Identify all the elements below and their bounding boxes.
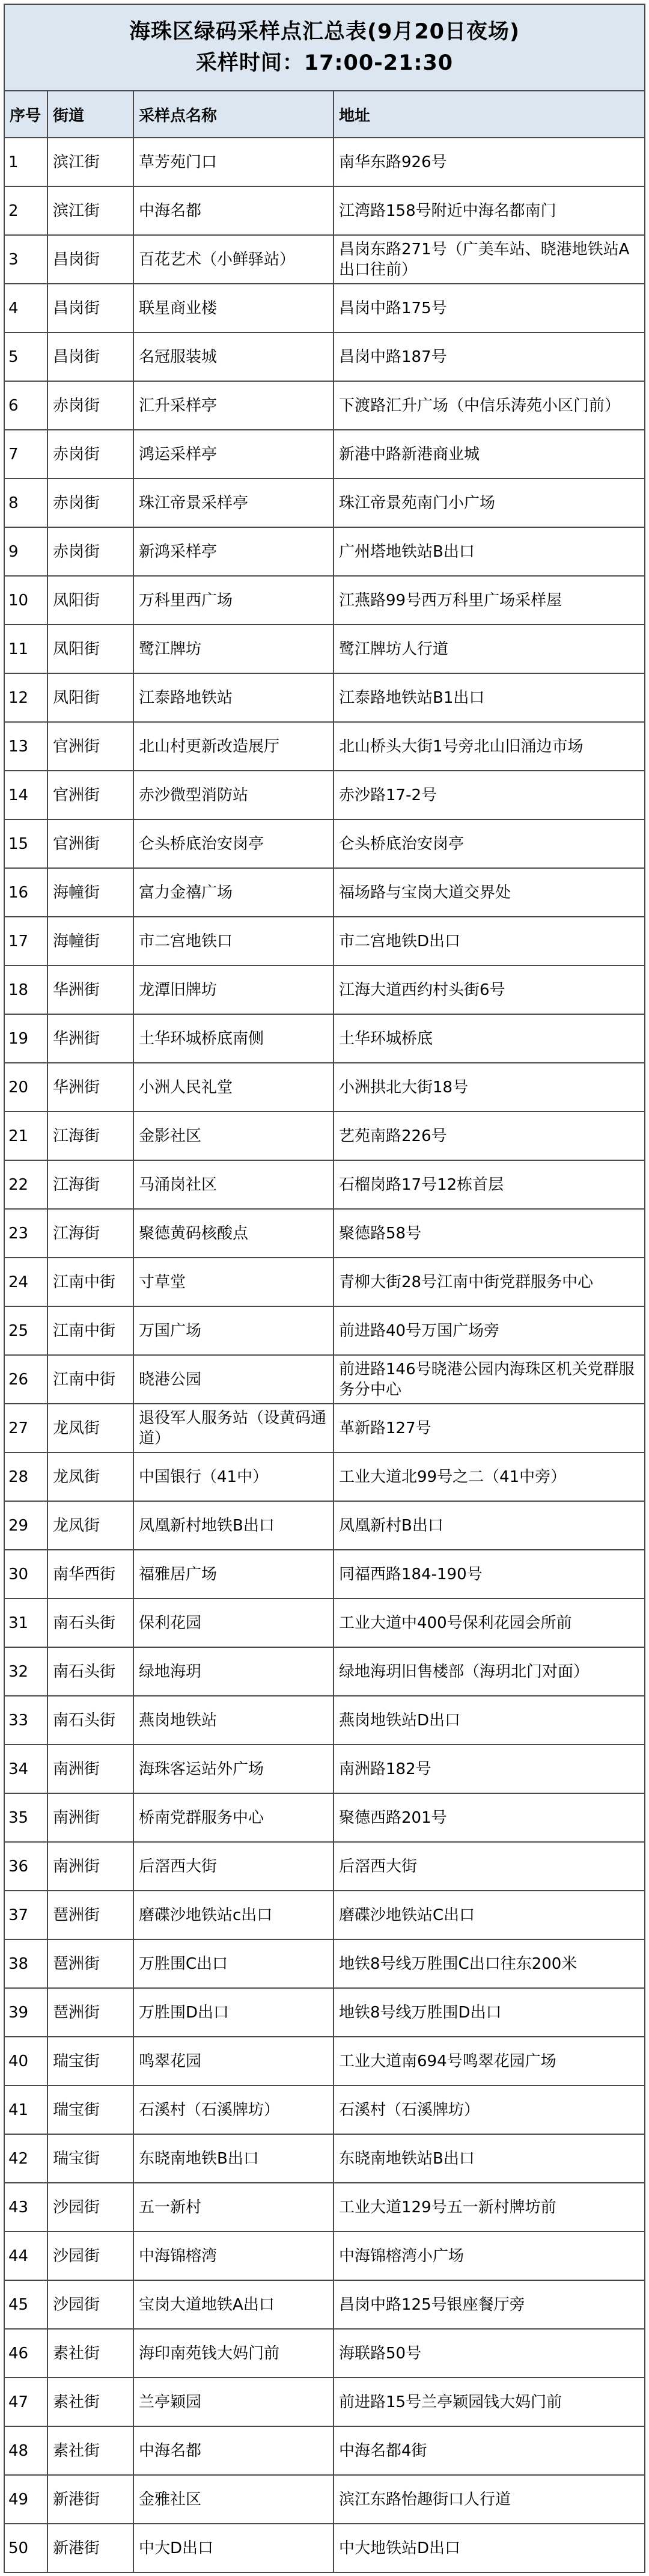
site-name-cell: 草芳苑门口 [133,138,334,186]
street-cell: 素社街 [47,2378,133,2426]
street-cell: 南洲街 [47,1793,133,1842]
site-name-cell: 海珠客运站外广场 [133,1745,334,1793]
table-row [5,1014,644,1063]
table-row [5,1112,644,1160]
address-cell: 后滘西大街 [334,1842,644,1891]
site-name-cell: 中海名都 [133,2426,334,2475]
table-row [5,1452,644,1501]
address-cell: 东晓南地铁站B出口 [334,2134,644,2183]
row-number: 32 [5,1647,47,1696]
site-name-cell: 金影社区 [133,1112,334,1160]
address-cell: 绿地海玥旧售楼部（海玥北门对面） [334,1647,644,1696]
site-name-cell: 中国银行（41中） [133,1452,334,1501]
street-cell: 海幢街 [47,868,133,917]
address-cell: 聚德路58号 [334,1209,644,1258]
row-number: 48 [5,2426,47,2475]
row-number: 11 [5,625,47,673]
street-cell: 江南中街 [47,1355,133,1404]
table-row [5,2134,644,2183]
street-cell: 江海街 [47,1160,133,1209]
site-name-cell: 万科里西广场 [133,576,334,625]
site-name-cell: 小洲人民礼堂 [133,1063,334,1112]
row-number: 49 [5,2475,47,2524]
street-cell: 新港街 [47,2475,133,2524]
site-name-cell: 五一新村 [133,2183,334,2232]
sheet-title: 海珠区绿码采样点汇总表(9月20日夜场) [129,20,520,44]
table-row [5,1258,644,1306]
row-number: 46 [5,2329,47,2378]
row-number: 47 [5,2378,47,2426]
table-row [5,1355,644,1404]
table-row [5,2085,644,2134]
street-cell: 南石头街 [47,1647,133,1696]
table-row [5,1745,644,1793]
site-name-cell: 聚德黄码核酸点 [133,1209,334,1258]
summary-sheet [4,4,645,2573]
row-number: 41 [5,2085,47,2134]
address-cell: 工业大道中400号保利花园会所前 [334,1599,644,1647]
site-name-cell: 中大D出口 [133,2524,334,2572]
row-number: 24 [5,1258,47,1306]
street-cell: 江南中街 [47,1258,133,1306]
street-cell: 江南中街 [47,1306,133,1355]
table-row [5,673,644,722]
address-cell: 北山桥头大街1号旁北山旧涌边市场 [334,722,644,771]
table-row [5,2378,644,2426]
table-row [5,1599,644,1647]
table-row [5,1988,644,2037]
address-cell: 凤凰新村B出口 [334,1501,644,1550]
street-cell: 南洲街 [47,1842,133,1891]
row-number: 19 [5,1014,47,1063]
address-cell: 工业大道129号五一新村牌坊前 [334,2183,644,2232]
row-number: 1 [5,138,47,186]
street-cell: 滨江街 [47,186,133,235]
address-cell: 赤沙路17-2号 [334,771,644,819]
address-cell: 昌岗中路125号银座餐厅旁 [334,2280,644,2329]
address-cell: 燕岗地铁站D出口 [334,1696,644,1745]
row-number: 3 [5,235,47,284]
table-row [5,430,644,479]
site-name-cell: 宝岗大道地铁A出口 [133,2280,334,2329]
row-number: 37 [5,1891,47,1939]
table-row [5,1550,644,1599]
table-row [5,819,644,868]
row-number: 2 [5,186,47,235]
table-row [5,1063,644,1112]
site-name-cell: 万胜围D出口 [133,1988,334,2037]
table-body [5,138,644,2572]
street-cell: 龙凤街 [47,1404,133,1452]
site-name-cell: 海印南苑钱大妈门前 [133,2329,334,2378]
address-cell: 土华环城桥底 [334,1014,644,1063]
table-row [5,722,644,771]
row-number: 23 [5,1209,47,1258]
address-cell: 南华东路926号 [334,138,644,186]
address-cell: 江海大道西约村头街6号 [334,965,644,1014]
row-number: 28 [5,1452,47,1501]
row-number: 21 [5,1112,47,1160]
table-row [5,576,644,625]
header-no: 序号 [5,91,47,138]
address-cell: 前进路146号晓港公园内海珠区机关党群服务分中心 [334,1355,644,1404]
address-cell: 新港中路新港商业城 [334,430,644,479]
address-cell: 江湾路158号附近中海名都南门 [334,186,644,235]
site-name-cell: 磨碟沙地铁站c出口 [133,1891,334,1939]
row-number: 35 [5,1793,47,1842]
address-cell: 下渡路汇升广场（中信乐涛苑小区门前） [334,381,644,430]
address-cell: 昌岗中路175号 [334,284,644,332]
header-row [5,91,644,138]
address-cell: 中大地铁站D出口 [334,2524,644,2572]
site-name-cell: 万国广场 [133,1306,334,1355]
row-number: 13 [5,722,47,771]
row-number: 5 [5,332,47,381]
table-row [5,2475,644,2524]
row-number: 7 [5,430,47,479]
address-cell: 仑头桥底治安岗亭 [334,819,644,868]
site-name-cell: 燕岗地铁站 [133,1696,334,1745]
address-cell: 鹭江牌坊人行道 [334,625,644,673]
site-name-cell: 富力金禧广场 [133,868,334,917]
site-name-cell: 绿地海玥 [133,1647,334,1696]
street-cell: 凤阳街 [47,625,133,673]
table-row [5,1939,644,1988]
sampling-time: 采样时间：17:00-21:30 [195,51,454,75]
site-name-cell: 福雅居广场 [133,1550,334,1599]
street-cell: 瑞宝街 [47,2085,133,2134]
street-cell: 南华西街 [47,1550,133,1599]
sampling-sites-table [5,91,644,2572]
table-row [5,1501,644,1550]
table-row [5,138,644,186]
address-cell: 江泰路地铁站B1出口 [334,673,644,722]
table-row [5,1793,644,1842]
street-cell: 南石头街 [47,1599,133,1647]
site-name-cell: 仑头桥底治安岗亭 [133,819,334,868]
table-row [5,2280,644,2329]
site-name-cell: 中海名都 [133,186,334,235]
site-name-cell: 江泰路地铁站 [133,673,334,722]
header-street: 街道 [47,91,133,138]
site-name-cell: 万胜围C出口 [133,1939,334,1988]
address-cell: 地铁8号线万胜围D出口 [334,1988,644,2037]
row-number: 38 [5,1939,47,1988]
table-row [5,771,644,819]
street-cell: 素社街 [47,2426,133,2475]
table-row [5,868,644,917]
row-number: 22 [5,1160,47,1209]
table-row [5,2232,644,2280]
site-name-cell: 桥南党群服务中心 [133,1793,334,1842]
site-name-cell: 石溪村（石溪牌坊） [133,2085,334,2134]
street-cell: 滨江街 [47,138,133,186]
row-number: 45 [5,2280,47,2329]
site-name-cell: 保利花园 [133,1599,334,1647]
row-number: 16 [5,868,47,917]
street-cell: 江海街 [47,1209,133,1258]
address-cell: 昌岗东路271号（广美车站、晓港地铁站A出口往前） [334,235,644,284]
table-row [5,1696,644,1745]
table-row [5,186,644,235]
row-number: 43 [5,2183,47,2232]
site-name-cell: 兰亭颖园 [133,2378,334,2426]
row-number: 39 [5,1988,47,2037]
address-cell: 革新路127号 [334,1404,644,1452]
table-row [5,1306,644,1355]
row-number: 25 [5,1306,47,1355]
address-cell: 海联路50号 [334,2329,644,2378]
address-cell: 青柳大街28号江南中街党群服务中心 [334,1258,644,1306]
street-cell: 新港街 [47,2524,133,2572]
header-address: 地址 [334,91,644,138]
street-cell: 华洲街 [47,1063,133,1112]
table-row [5,2183,644,2232]
row-number: 14 [5,771,47,819]
site-name-cell: 晓港公园 [133,1355,334,1404]
table-row [5,381,644,430]
site-name-cell: 龙潭旧牌坊 [133,965,334,1014]
address-cell: 小洲拱北大街18号 [334,1063,644,1112]
site-name-cell: 赤沙微型消防站 [133,771,334,819]
row-number: 18 [5,965,47,1014]
site-name-cell: 北山村更新改造展厅 [133,722,334,771]
table-row [5,2037,644,2085]
street-cell: 琶洲街 [47,1988,133,2037]
street-cell: 瑞宝街 [47,2037,133,2085]
street-cell: 瑞宝街 [47,2134,133,2183]
street-cell: 海幢街 [47,917,133,965]
street-cell: 素社街 [47,2329,133,2378]
table-row [5,1160,644,1209]
street-cell: 沙园街 [47,2232,133,2280]
address-cell: 地铁8号线万胜围C出口往东200米 [334,1939,644,1988]
address-cell: 中海名都4街 [334,2426,644,2475]
table-row [5,1647,644,1696]
row-number: 33 [5,1696,47,1745]
street-cell: 沙园街 [47,2280,133,2329]
row-number: 42 [5,2134,47,2183]
street-cell: 南石头街 [47,1696,133,1745]
address-cell: 磨碟沙地铁站C出口 [334,1891,644,1939]
address-cell: 前进路40号万国广场旁 [334,1306,644,1355]
site-name-cell: 鹭江牌坊 [133,625,334,673]
row-number: 31 [5,1599,47,1647]
table-row [5,479,644,527]
site-name-cell: 东晓南地铁B出口 [133,2134,334,2183]
address-cell: 前进路15号兰亭颖园钱大妈门前 [334,2378,644,2426]
table-row [5,332,644,381]
row-number: 26 [5,1355,47,1404]
title-block [5,5,644,91]
street-cell: 昌岗街 [47,332,133,381]
table-row [5,1842,644,1891]
row-number: 50 [5,2524,47,2572]
address-cell: 江燕路99号西万科里广场采样屋 [334,576,644,625]
street-cell: 赤岗街 [47,381,133,430]
street-cell: 琶洲街 [47,1939,133,1988]
street-cell: 昌岗街 [47,284,133,332]
street-cell: 琶洲街 [47,1891,133,1939]
street-cell: 凤阳街 [47,576,133,625]
street-cell: 华洲街 [47,965,133,1014]
row-number: 44 [5,2232,47,2280]
address-cell: 福场路与宝岗大道交界处 [334,868,644,917]
address-cell: 石溪村（石溪牌坊） [334,2085,644,2134]
address-cell: 中海锦榕湾小广场 [334,2232,644,2280]
street-cell: 官洲街 [47,819,133,868]
table-row [5,965,644,1014]
site-name-cell: 联星商业楼 [133,284,334,332]
table-row [5,1209,644,1258]
address-cell: 同福西路184-190号 [334,1550,644,1599]
row-number: 17 [5,917,47,965]
site-name-cell: 市二宫地铁口 [133,917,334,965]
table-row [5,2426,644,2475]
row-number: 29 [5,1501,47,1550]
row-number: 40 [5,2037,47,2085]
table-row [5,625,644,673]
address-cell: 石榴岗路17号12栋首层 [334,1160,644,1209]
street-cell: 赤岗街 [47,430,133,479]
site-name-cell: 名冠服装城 [133,332,334,381]
street-cell: 凤阳街 [47,673,133,722]
street-cell: 龙凤街 [47,1501,133,1550]
address-cell: 工业大道南694号鸣翠花园广场 [334,2037,644,2085]
address-cell: 广州塔地铁站B出口 [334,527,644,576]
site-name-cell: 凤凰新村地铁B出口 [133,1501,334,1550]
address-cell: 艺苑南路226号 [334,1112,644,1160]
table-row [5,1891,644,1939]
table-row [5,235,644,284]
site-name-cell: 百花艺术（小鲜驿站） [133,235,334,284]
street-cell: 华洲街 [47,1014,133,1063]
row-number: 8 [5,479,47,527]
row-number: 12 [5,673,47,722]
row-number: 10 [5,576,47,625]
address-cell: 工业大道北99号之二（41中旁） [334,1452,644,1501]
street-cell: 江海街 [47,1112,133,1160]
site-name-cell: 珠江帝景采样亭 [133,479,334,527]
site-name-cell: 寸草堂 [133,1258,334,1306]
street-cell: 沙园街 [47,2183,133,2232]
row-number: 36 [5,1842,47,1891]
street-cell: 官洲街 [47,771,133,819]
street-cell: 官洲街 [47,722,133,771]
site-name-cell: 中海锦榕湾 [133,2232,334,2280]
site-name-cell: 鸣翠花园 [133,2037,334,2085]
address-cell: 市二宫地铁D出口 [334,917,644,965]
street-cell: 赤岗街 [47,479,133,527]
address-cell: 聚德西路201号 [334,1793,644,1842]
table-row [5,1404,644,1452]
row-number: 4 [5,284,47,332]
site-name-cell: 后滘西大街 [133,1842,334,1891]
address-cell: 滨江东路怡趣街口人行道 [334,2475,644,2524]
row-number: 15 [5,819,47,868]
row-number: 9 [5,527,47,576]
site-name-cell: 汇升采样亭 [133,381,334,430]
row-number: 20 [5,1063,47,1112]
address-cell: 昌岗中路187号 [334,332,644,381]
table-header [5,91,644,138]
row-number: 34 [5,1745,47,1793]
site-name-cell: 金雅社区 [133,2475,334,2524]
site-name-cell: 马涌岗社区 [133,1160,334,1209]
street-cell: 南洲街 [47,1745,133,1793]
row-number: 27 [5,1404,47,1452]
street-cell: 龙凤街 [47,1452,133,1501]
header-site: 采样点名称 [133,91,334,138]
street-cell: 昌岗街 [47,235,133,284]
table-row [5,2329,644,2378]
table-row [5,917,644,965]
table-row [5,284,644,332]
row-number: 6 [5,381,47,430]
site-name-cell: 退役军人服务站（设黄码通道） [133,1404,334,1452]
site-name-cell: 新鸿采样亭 [133,527,334,576]
site-name-cell: 土华环城桥底南侧 [133,1014,334,1063]
table-row [5,2524,644,2572]
street-cell: 赤岗街 [47,527,133,576]
address-cell: 珠江帝景苑南门小广场 [334,479,644,527]
table-row [5,527,644,576]
row-number: 30 [5,1550,47,1599]
address-cell: 南洲路182号 [334,1745,644,1793]
site-name-cell: 鸿运采样亭 [133,430,334,479]
